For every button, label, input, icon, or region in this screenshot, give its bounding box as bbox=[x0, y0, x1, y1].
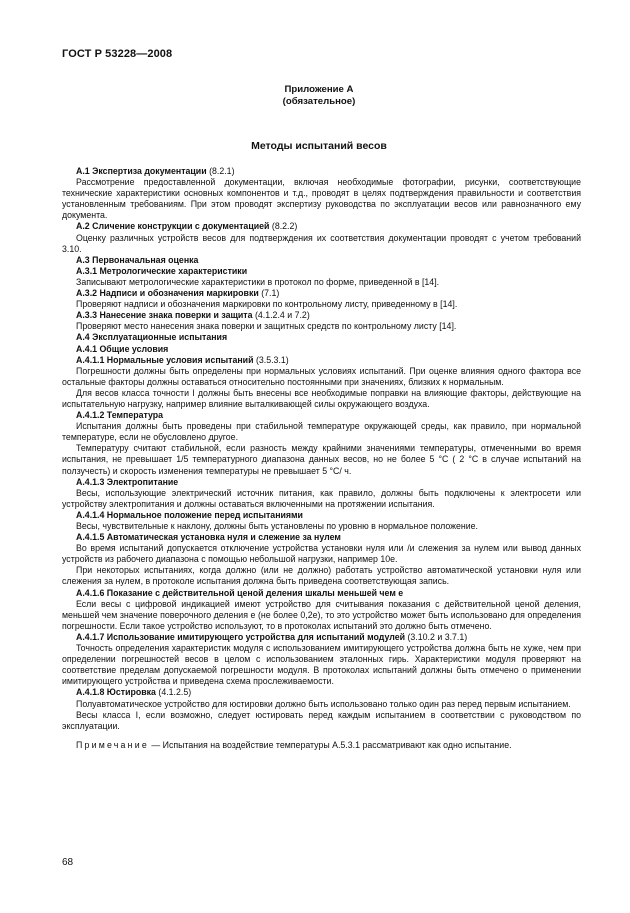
heading-a33: А.3.3 Нанесение знака поверки и защита (4.1.2.4 и 7.2) bbox=[76, 310, 310, 321]
heading-a416: А.4.1.6 Показание с действительной ценой деления шкалы меньшей чем е bbox=[76, 587, 404, 598]
heading-a412: А.4.1.2 Температура bbox=[76, 410, 164, 421]
heading-a418: А.4.1.8 Юстировка (4.1.2.5) bbox=[76, 687, 192, 698]
paragraph: Точность определения характеристик модуля с использованием имитирующего устройства должна быть не хуже, чем при определении погрешностей весов в целом с использованием эталонных гирь. Характеристики модуля проверяют на соответствие пределам допускаемой погрешности модуля. В протоколах испытаний должны быть отмечено о применении имитирующего устройства и приведена схема прослеживаемости. bbox=[62, 643, 581, 687]
standard-header: ГОСТ Р 53228—2008 bbox=[62, 48, 173, 60]
heading-a4: А.4 Эксплуатационные испытания bbox=[76, 332, 228, 343]
paragraph: Весы, использующие электрический источник питания, как правило, должны быть подключены к электросети или устройству электропитания и должны оставаться включенными на протяжении испытания. bbox=[62, 487, 581, 509]
paragraph: Испытания должны быть проведены при стабильной температуре окружающей среды, как правило, при нормальной температуре, если не обусловлено другое. bbox=[62, 421, 581, 443]
paragraph: Записывают метрологические характеристики в протокол по форме, приведенной в [14]. bbox=[76, 276, 440, 287]
paragraph: Если весы с цифровой индикацией имеют устройство для считывания показания с действительной ценой деления, меньшей чем значение поверочного деления е (не более 0,2е), то это устройство может быть использовано для определения погрешности. Если такое устройство используют, то в протоколах испытаний это должно быть отмечено. bbox=[62, 598, 581, 631]
document-body bbox=[62, 166, 581, 751]
heading-a413: А.4.1.3 Электропитание bbox=[76, 476, 179, 487]
heading-a415: А.4.1.5 Автоматическая установка нуля и слежение за нулем bbox=[76, 532, 341, 543]
paragraph: Полуавтоматическое устройство для юстировки должно быть использовано только один раз перед первым испытанием. bbox=[76, 698, 571, 709]
section-title: Методы испытаний весов bbox=[251, 140, 387, 152]
paragraph: Рассмотрение предоставленной документации, включая необходимые фотографии, рисунки, соответствующие технические характеристики основных компонентов и т.д., проводят в целях подтверждения правильности и соответствия установленным требованиям. При этом проводят экспертизу руководства по эксплуатации весов или равнозначного ему документа. bbox=[62, 177, 581, 221]
heading-a417: А.4.1.7 Использование имитирующего устройства для испытаний модулей (3.10.2 и 3.7.1) bbox=[76, 631, 468, 642]
paragraph: Весы класса I, если возможно, следует юстировать перед каждым испытанием в соответствии с руководством по эксплуатации. bbox=[62, 709, 581, 731]
paragraph: Оценку различных устройств весов для подтверждения их соответствия документации проводят с учетом требований 3.10. bbox=[62, 232, 581, 254]
heading-a3: А.3 Первоначальная оценка bbox=[76, 254, 199, 265]
heading-a1: А.1 Экспертиза документации (8.2.1) bbox=[76, 166, 235, 176]
paragraph: Погрешности должны быть определены при нормальных условиях испытаний. При оценке влияния одного фактора все остальные факторы должны оставаться относительно постоянными при значениях, близких к нормальным. bbox=[62, 365, 581, 387]
heading-a414: А.4.1.4 Нормальное положение перед испытаниями bbox=[76, 509, 303, 520]
paragraph: Проверяют надписи и обозначения маркировки по контрольному листу, приведенному в [14]. bbox=[76, 299, 458, 310]
heading-a32: А.3.2 Надписи и обозначения маркировки (7.1) bbox=[76, 288, 280, 299]
note-label: Примечание bbox=[76, 739, 149, 750]
paragraph: Температуру считают стабильной, если разность между крайними значениями температуры, отмеченными во время испытания, не превышает 1/5 температурного диапазона данных весов, но не более 5 °С ( 2 °С в случае испытаний на ползучесть) и скорость изменения температуры не превышает 5 °С/ ч. bbox=[62, 443, 581, 476]
heading-a31: А.3.1 Метрологические характеристики bbox=[76, 265, 248, 276]
heading-a411: А.4.1.1 Нормальные условия испытаний (3.5.3.1) bbox=[76, 354, 289, 365]
heading-a2: А.2 Сличение конструкции с документацией (8.2.2) bbox=[76, 221, 298, 232]
appendix-title: Приложение А bbox=[284, 84, 354, 95]
page-number: 68 bbox=[62, 857, 74, 868]
paragraph: Во время испытаний допускается отключение устройства установки нуля или /и слежения за нулем или вывод данных устройств из рабочего диапазона с помощью небольшой нагрузки, например 10е. bbox=[62, 543, 581, 565]
paragraph: Весы, чувствительные к наклону, должны быть установлены по уровню в нормальное положение. bbox=[76, 521, 479, 531]
note bbox=[62, 740, 581, 751]
heading-a41: А.4.1 Общие условия bbox=[76, 343, 169, 354]
paragraph: Проверяют место нанесения знака поверки и защитных средств по контрольному листу [14]. bbox=[76, 321, 457, 332]
appendix-status: (обязательное) bbox=[282, 96, 356, 107]
note-text: — Испытания на воздействие температуры А.5.3.1 рассматривают как одно испытание. bbox=[151, 739, 512, 750]
paragraph: При некоторых испытаниях, когда должно (или не должно) работать устройство автоматической установки нуля или слежения за нулем, в протоколе испытания должна быть приведена соответствующая запись. bbox=[62, 565, 581, 587]
paragraph: Для весов класса точности I должны быть внесены все необходимые поправки на влияющие факторы, действующие на испытательную нагрузку, например влияние выталкивающей силы окружающего воздуха. bbox=[62, 387, 581, 409]
